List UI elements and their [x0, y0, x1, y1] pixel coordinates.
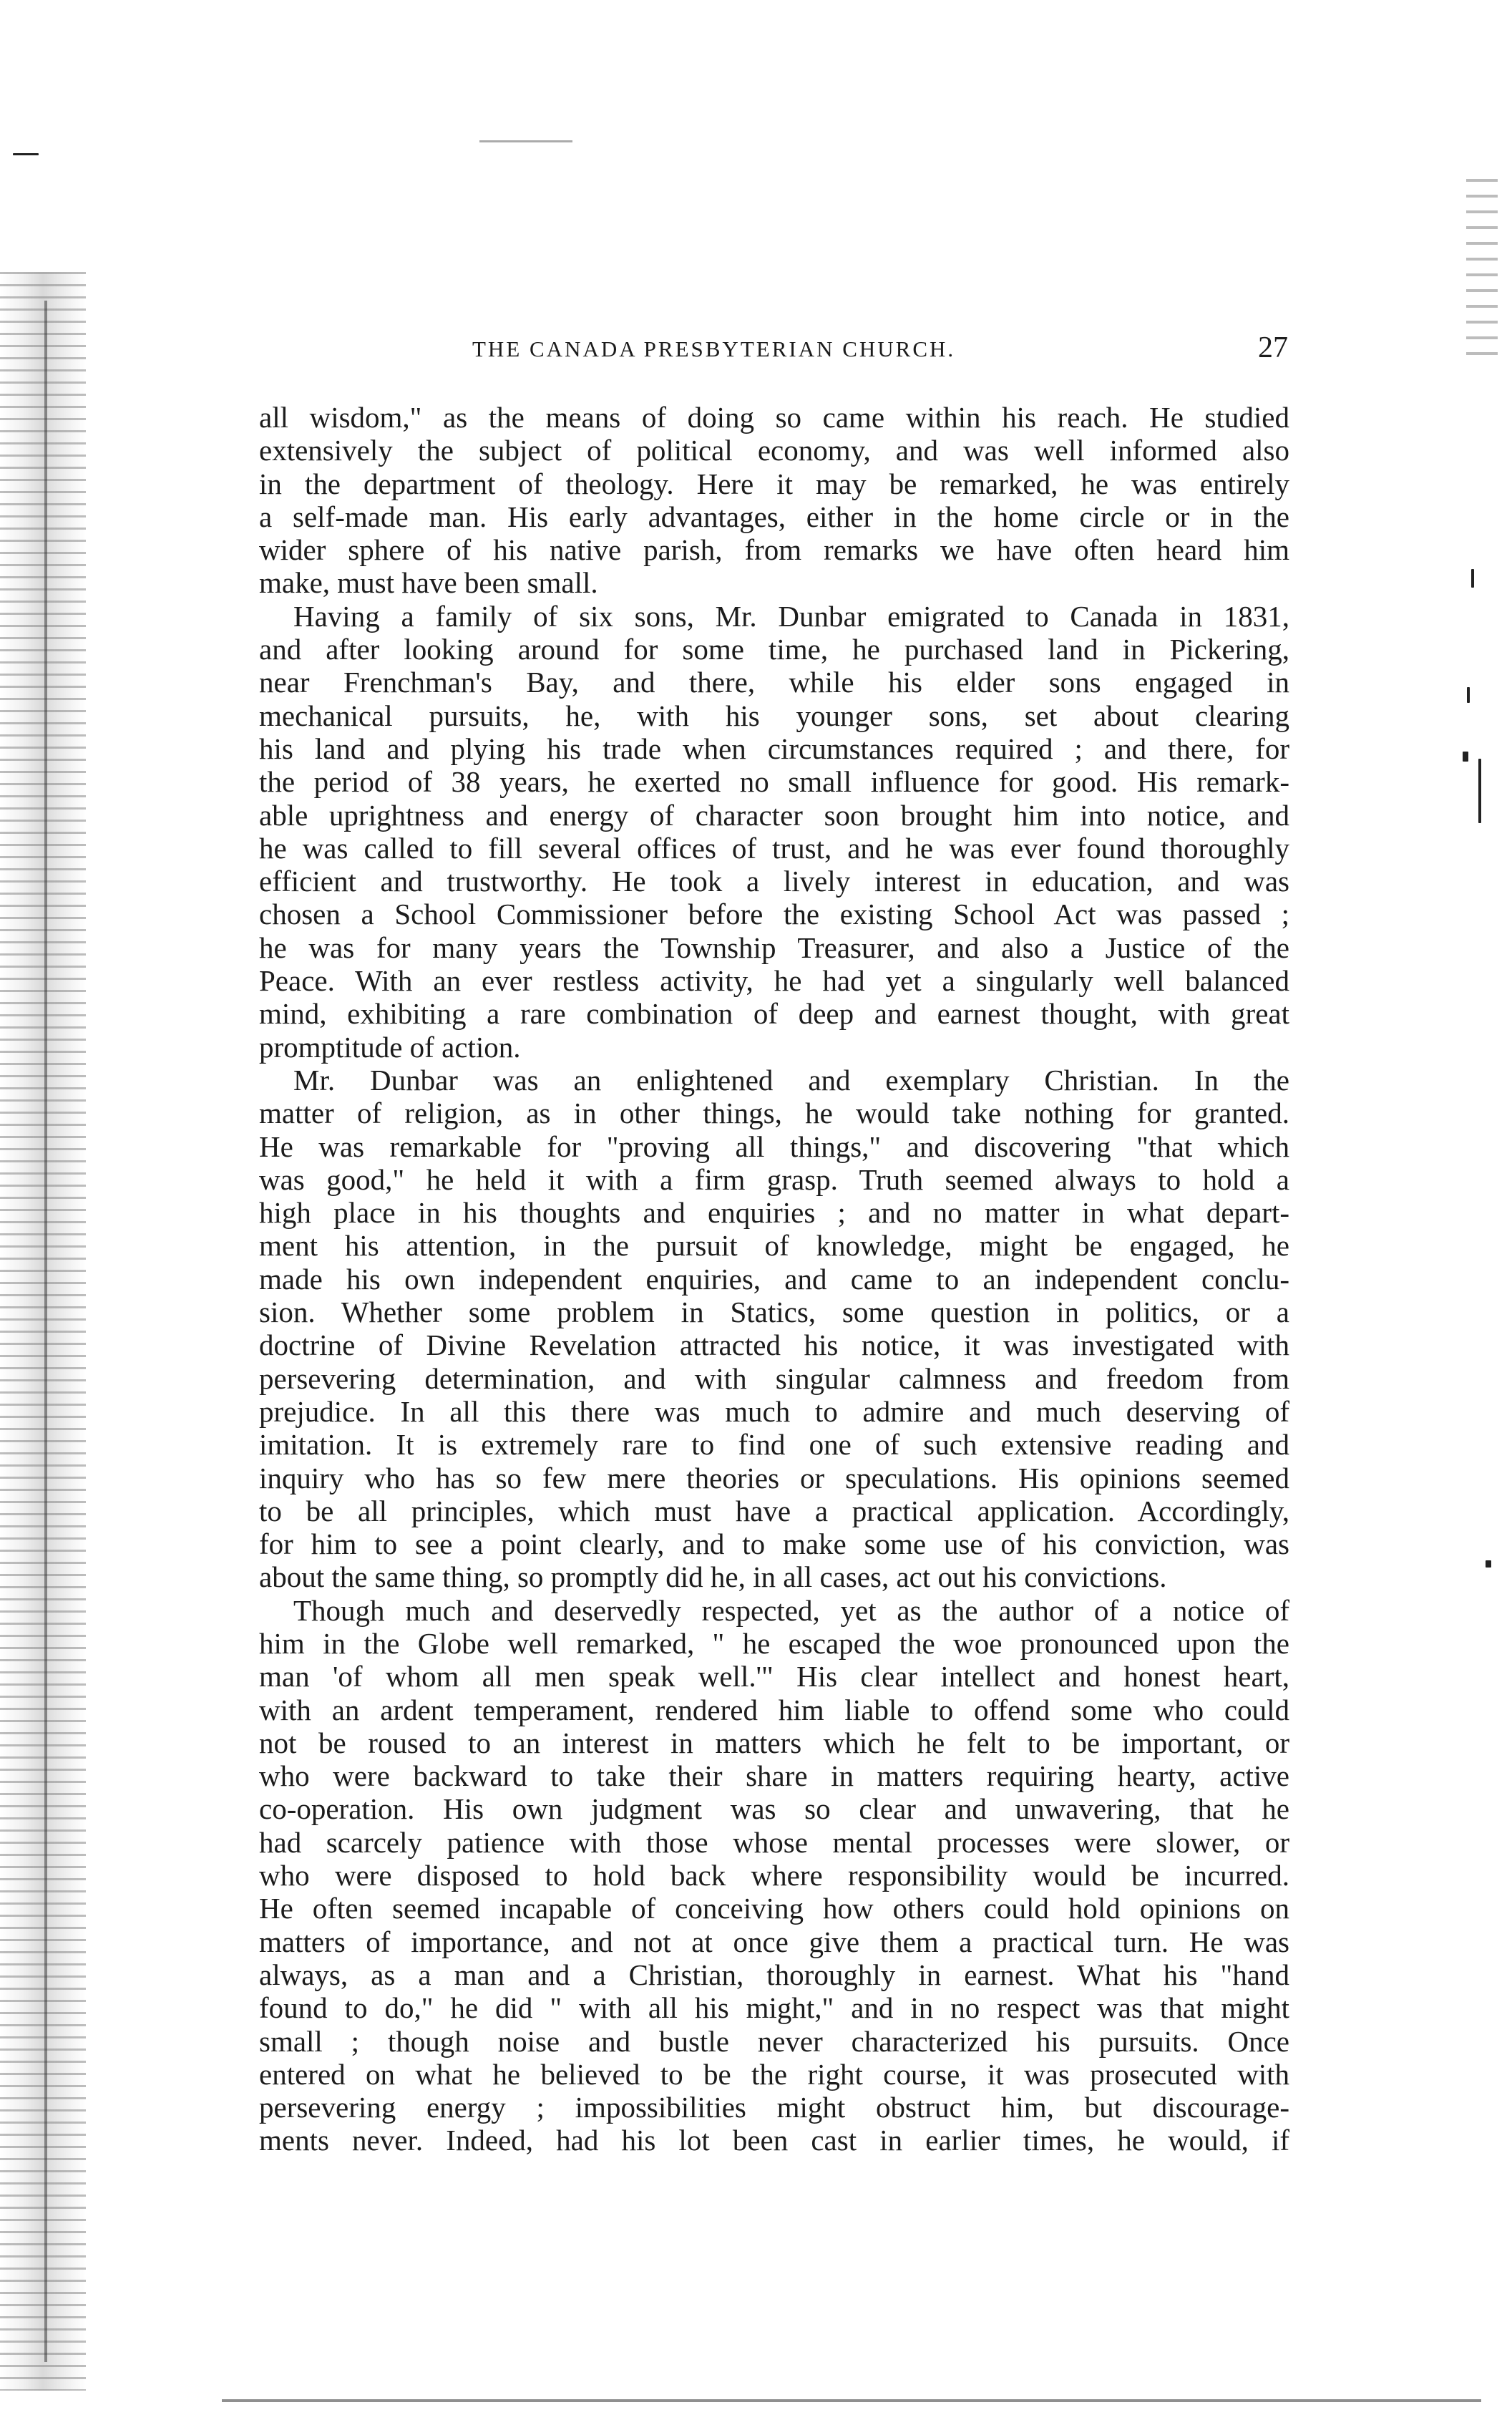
text-line: for him to see a point clearly, and to make some use of his conviction, was: [259, 1527, 1289, 1561]
scan-mark-top: [479, 140, 572, 142]
text-line: Mr. Dunbar was an enlightened and exemplary Christian. In the: [293, 1063, 1289, 1097]
text-line: the period of 38 years, he exerted no small influence for good. His remark-: [259, 765, 1289, 799]
text-line: inquiry who has so few mere theories or speculations. His opinions seemed: [259, 1461, 1289, 1495]
text-line: He was remarkable for "proving all things," and discovering "that which: [259, 1129, 1289, 1163]
text-line: not be roused to an interest in matters which he felt to be important, or: [259, 1726, 1289, 1759]
text-line: He often seemed incapable of conceiving how others could hold opinions on: [259, 1892, 1289, 1925]
text-line: he was called to fill several offices of trust, and he was ever found thoroughly: [259, 831, 1289, 865]
text-line: high place in his thoughts and enquiries ; and no matter in what depart-: [259, 1196, 1289, 1230]
scan-mark-right-edge: [1466, 179, 1498, 365]
text-line: near Frenchman's Bay, and there, while his elder sons engaged in: [259, 666, 1289, 699]
text-line: all wisdom," as the means of doing so came within his reach. He studied: [259, 401, 1289, 434]
text-line: man 'of whom all men speak well.'" His clear intellect and honest heart,: [259, 1660, 1289, 1693]
text-line: found to do," he did " with all his might," and in no respect was that might: [259, 1991, 1289, 2025]
text-line: imitation. It is extremely rare to find one of such extensive reading and: [259, 1428, 1289, 1462]
text-line: Peace. With an ever restless activity, he had yet a singularly well balanced: [259, 964, 1289, 998]
text-line: make, must have been small.: [259, 566, 598, 600]
text-line: with an ardent temperament, rendered him liable to offend some who could: [259, 1693, 1289, 1726]
binding-shadow-line: [44, 301, 47, 2362]
text-line: he was for many years the Township Treasurer, and also a Justice of the: [259, 930, 1289, 964]
text-line: mind, exhibiting a rare combination of deep and earnest thought, with great: [259, 997, 1289, 1031]
text-line: his land and plying his trade when circumstances required ; and there, for: [259, 732, 1289, 765]
text-line: persevering energy ; impossibilities might obstruct him, but discourage-: [259, 2091, 1289, 2124]
text-line: promptitude of action.: [259, 1030, 521, 1064]
text-line: prejudice. In all this there was much to admire and much deserving of: [259, 1394, 1289, 1428]
running-head: [258, 331, 1288, 379]
binding-edge: [0, 272, 86, 2391]
text-line: wider sphere of his native parish, from remarks we have often heard him: [259, 533, 1289, 567]
text-line: mechanical pursuits, he, with his younger sons, set about clearing: [259, 699, 1289, 732]
text-line: matter of religion, as in other things, he would take nothing for granted.: [259, 1097, 1289, 1130]
text-line: Having a family of six sons, Mr. Dunbar emigrated to Canada in 1831,: [293, 599, 1289, 633]
text-line: Though much and deservedly respected, yet as the author of a notice of: [293, 1593, 1289, 1627]
text-line: doctrine of Divine Revelation attracted his notice, it was investigated with: [259, 1328, 1289, 1362]
text-line: chosen a School Commissioner before the existing School Act was passed ;: [259, 898, 1289, 931]
scan-speck: [1463, 752, 1468, 762]
scan-speck: [13, 153, 39, 155]
running-title: THE CANADA PRESBYTERIAN CHURCH.: [472, 336, 956, 361]
text-line: always, as a man and a Christian, thoroughly in earnest. What his "hand: [259, 1958, 1289, 1991]
text-line: ment his attention, in the pursuit of knowledge, might be engaged, he: [259, 1229, 1289, 1263]
text-line: about the same thing, so promptly did he, in all cases, act out his convictions.: [259, 1560, 1167, 1594]
text-line: efficient and trustworthy. He took a lively interest in education, and was: [259, 865, 1289, 898]
text-line: able uprightness and energy of character soon brought him into notice, and: [259, 798, 1289, 832]
text-line: had scarcely patience with those whose mental processes were slower, or: [259, 1825, 1289, 1859]
text-line: co-operation. His own judgment was so clear and unwavering, that he: [259, 1792, 1289, 1826]
text-line: to be all principles, which must have a practical application. Accordingly,: [259, 1494, 1289, 1527]
text-line: small ; though noise and bustle never characterized his pursuits. Once: [259, 2024, 1289, 2058]
text-line: a self-made man. His early advantages, either in the home circle or in the: [259, 500, 1289, 533]
scan-mark-bottom: [222, 2399, 1481, 2402]
text-line: him in the Globe well remarked, " he escaped the woe pronounced upon the: [259, 1626, 1289, 1660]
text-line: persevering determination, and with singular calmness and freedom from: [259, 1361, 1289, 1395]
text-line: ments never. Indeed, had his lot been cast in earlier times, he would, if: [259, 2124, 1289, 2157]
page-number: 27: [1258, 331, 1288, 364]
text-line: entered on what he believed to be the right course, it was prosecuted with: [259, 2057, 1289, 2091]
scan-speck: [1471, 569, 1474, 588]
body-text: [259, 401, 1289, 2157]
text-line: who were disposed to hold back where responsibility would be incurred.: [259, 1859, 1289, 1892]
text-line: in the department of theology. Here it may be remarked, he was entirely: [259, 467, 1289, 500]
text-line: sion. Whether some problem in Statics, some question in politics, or a: [259, 1296, 1289, 1329]
text-line: was good," he held it with a firm grasp. Truth seemed always to hold a: [259, 1162, 1289, 1196]
text-line: matters of importance, and not at once give them a practical turn. He was: [259, 1925, 1289, 1958]
scan-speck: [1478, 759, 1481, 823]
text-line: who were backward to take their share in matters requiring hearty, active: [259, 1759, 1289, 1793]
text-line: and after looking around for some time, he purchased land in Pickering,: [259, 633, 1289, 666]
text-line: made his own independent enquiries, and came to an independent conclu-: [259, 1262, 1289, 1296]
scan-speck: [1486, 1560, 1491, 1568]
scan-speck: [1467, 687, 1470, 703]
text-line: extensively the subject of political economy, and was well informed also: [259, 434, 1289, 467]
